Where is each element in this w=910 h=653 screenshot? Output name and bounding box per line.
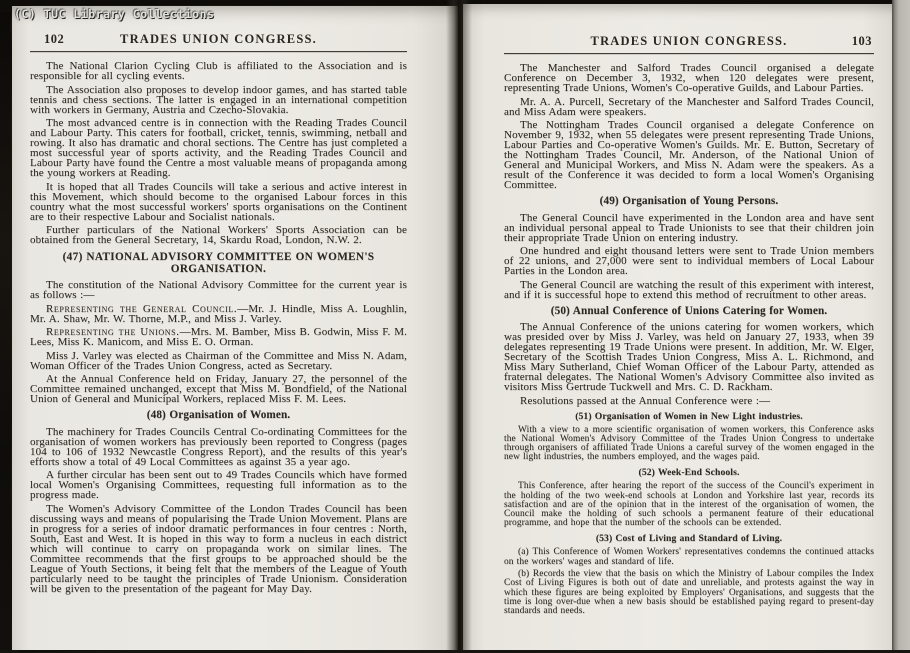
paragraph: The General Council have experimented in the London area and have sent an individual personal appeal to Trade Unionists to see that their children join their appropriate Trade Union on entering industry.	[504, 211, 874, 244]
paragraph: (b) Records the view that the basis on which the Ministry of Labour compiles the Index Cost of Living Figures is both out of date and unreliable, and protests against the way in which these figures are being exploited by Employers' Organisations, and suggests that the time is long over-due when a new basis should be established paying regard to present-day standards and needs.	[504, 569, 874, 617]
page-body-left	[30, 61, 407, 594]
page-right	[463, 4, 892, 650]
section-heading: (50) Annual Conference of Unions Catering for Women.	[550, 304, 828, 317]
paragraph: The most advanced centre is in connection with the Reading Trades Council and Labour Party. This caters for football, cricket, tennis, swimming, netball and rowing. It also has dramatic and choral sections. The Centre has just completed a most successful year of sports activity, and the Reading Trades Council and Labour Party have found the Centre a most valuable means of propaganda among the young workers at Reading.	[30, 117, 407, 179]
section-heading: (48) Organisation of Women.	[146, 409, 291, 421]
scan-right-edge	[892, 0, 910, 650]
paragraph: Representing the General Council.—Mr. J. Hindle, Miss A. Loughlin, Mr. A. Shaw, Mr. W. Thorne, M.P., and Miss J. Varley.	[30, 302, 407, 325]
paragraph: The machinery for Trades Councils Central Co-ordinating Committees for the organisation of women workers has previously been reported to Congress (pages 104 to 106 of 1932 Newcastle Congress Report), and the results of this year's efforts show a total of 49 Local Committees as against 35 a year ago.	[30, 425, 407, 468]
section-heading: (51) Organisation of Women in New Light industries.	[575, 410, 803, 422]
paragraph: It is hoped that all Trades Councils will take a serious and active interest in this Movement, which should become to the organised Labour forces in this country what the most successful workers' sports organisations on the Continent are to their respective Labour and Socialist nationals.	[30, 180, 407, 223]
small-caps-lead: Representing the General Council.	[46, 302, 238, 315]
page-header-left	[30, 32, 407, 47]
paragraph: The Nottingham Trades Council organised a delegate Conference on November 9, 1932, when 55 delegates were present representing Trade Unions, Labour Parties and Co-operative Women's Guilds. Mr. E. Button, Secretary of the Nottingham Trades Council, Mr. Anderson, of the National Union of General and Municipal Workers, and Miss N. Adam were the speakers. As a result of the Conference it was decided to form a local Women's Organising Committee.	[504, 119, 874, 191]
section-heading: (52) Week-End Schools.	[638, 467, 740, 479]
paragraph: At the Annual Conference held on Friday, January 27, the personnel of the Committee remained unchanged, except that Miss M. Bondfield, of the National Union of General and Municipal Workers, replaced Miss F. M. Lees.	[30, 373, 407, 405]
paragraph: The Women's Advisory Committee of the London Trades Council has been discussing ways and means of popularising the Trade Union Movement. Plans are in progress for a series of indoor dramatic performances in four centres : North, South, East and West. It is hoped in this way to form a nucleus in each district which will continue to carry on propaganda work on similar lines. The Committee recommends that the first groups to be approached should be the League of Youth Sections, it being felt that the members of the League of Youth particularly need to be taught the principles of Trade Unionism. Consideration will be given to the presentation of the pageant for May Day.	[30, 502, 407, 595]
section-heading: (53) Cost of Living and Standard of Living.	[595, 533, 783, 545]
page-body-right	[504, 63, 874, 616]
paragraph: (a) This Conference of Women Workers' representatives condemns the continued attacks on the workers' wages and standard of life.	[504, 547, 874, 567]
running-title: TRADES UNION CONGRESS.	[120, 32, 317, 46]
running-title: TRADES UNION CONGRESS.	[590, 34, 788, 48]
paragraph: Resolutions passed at the Annual Conference were :—	[520, 394, 771, 407]
page-header-right	[504, 34, 874, 49]
paragraph: The Annual Conference of the unions catering for women workers, which was presided over by Miss J. Varley, was held on January 27, 1933, when 39 delegates representing 19 Trade Unions were present. In addition, Mr. W. Elger, Secretary of the Scottish Trades Union Congress, Miss A. L. Richmond, and Miss Mary Sutherland, Chief Woman Officer of the Labour Party, attended as fraternal delegates. The National Women's Advisory Committee also invited as visitors Miss Gertrude Tuckwell and Mrs. C. D. Rackham.	[504, 321, 874, 393]
paragraph: The constitution of the National Advisory Committee for the current year is as follows :—	[30, 279, 407, 301]
paragraph: This Conference, after hearing the report of the success of the Council's experiment in the holding of the two week-end schools at London and Yorkshire last year, records its satisfaction and are of the opinion that in the interest of the organisation of women, the Council make the holding of such schools a permanent feature of their educational programme, and hope that the number of the schools can be extended.	[504, 481, 874, 529]
paragraph: Representing the Unions.—Mrs. M. Bamber, Miss B. Godwin, Miss F. M. Lees, Miss K. Manicom, and Miss E. O. Orman.	[30, 326, 407, 348]
paragraph: One hundred and eight thousand letters were sent to Trade Union members of 22 unions, and 27,000 were sent to individual members of Local Labour Parties in the London area.	[504, 245, 874, 277]
page-left	[12, 6, 458, 650]
small-caps-lead: Representing the Unions.	[46, 326, 180, 338]
paragraph: The National Clarion Cycling Club is affiliated to the Association and is responsible for all cycling events.	[30, 60, 407, 82]
page-number: 103	[851, 34, 872, 48]
page-number: 102	[44, 32, 65, 46]
paragraph: A further circular has been sent out to 49 Trades Councils which have formed local Women's Organising Committees, requesting full information as to the progress made.	[30, 469, 407, 501]
paragraph: Miss J. Varley was elected as Chairman of the Committee and Miss N. Adam, Woman Officer of the Trades Union Congress, acted as Secretary.	[30, 349, 407, 372]
paragraph: Mr. A. A. Purcell, Secretary of the Manchester and Salford Trades Council, and Miss Adam were speakers.	[504, 95, 874, 118]
section-heading: (49) Organisation of Young Persons.	[599, 195, 779, 207]
paragraph: The Association also proposes to develop indoor games, and has started table tennis and chess sections. The latter is engaged in an international competition with workers in Germany, Austria and Czecho-Slovakia.	[30, 83, 407, 116]
paragraph: With a view to a more scientific organisation of women workers, this Conference asks the National Women's Advisory Committee of the Trades Union Congress to undertake through organisers of affiliated Trade Unions a careful survey of the women engaged in the new light industries, the numbers employed, and the wages paid.	[504, 424, 874, 463]
paragraph: Further particulars of the National Workers' Sports Association can be obtained from the General Secretary, 14, Skardu Road, London, N.W. 2.	[30, 224, 407, 246]
header-rule	[504, 53, 874, 54]
section-heading: (47) NATIONAL ADVISORY COMMITTEE ON WOMEN'S ORGANISATION.	[62, 251, 375, 275]
paragraph: The General Council are watching the result of this experiment with interest, and if it is successful hope to extend this method of recruitment to other areas.	[504, 278, 874, 301]
library-watermark: (C) TUC Library Collections	[14, 7, 215, 21]
paragraph: The Manchester and Salford Trades Council organised a delegate Conference on December 3, 1932, when 120 delegates were present, representing Trade Unions, Women's Co-operative Guilds, and Labour Parties.	[504, 62, 874, 94]
header-rule	[30, 51, 407, 52]
